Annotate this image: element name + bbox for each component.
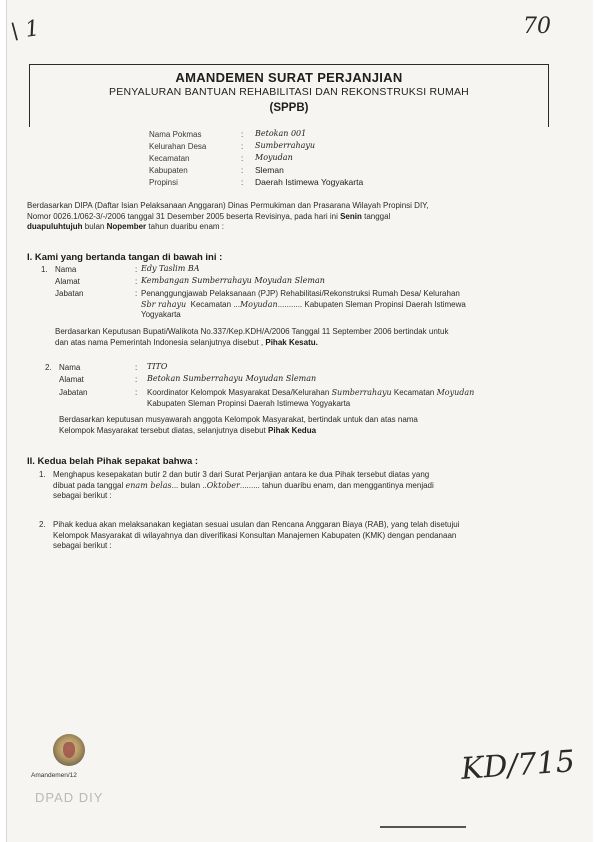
party-1-alamat-value: Kembangan Sumberrahayu Moyudan Sleman [141,276,325,285]
bottom-rule [380,826,466,828]
archive-reference-handwritten: KD/715 [459,744,576,787]
section-2-heading: II. Kedua belah Pihak sepakat bahwa : [27,456,199,467]
item-2-number: 2. [39,520,46,529]
party-1-number: 1. [41,265,48,274]
intro-line-1: Berdasarkan DIPA (Daftar Isian Pelaksanaan Anggaran) Dinas Permukiman dan Prasarana Wilayah Propinsi DIY, [27,201,429,210]
info-value-propinsi: Daerah Istimewa Yogyakarta [255,177,364,187]
colon: : [241,154,244,163]
info-label-kabupaten: Kabupaten [149,166,188,175]
party-2-nama-value: TITO [147,362,168,371]
info-label-kelurahan: Kelurahan Desa [149,142,207,151]
party-2-description: Berdasarkan keputusan musyawarah anggota Kelompok Masyarakat, bertindak untuk dan atas nama Kelompok Masyarakat tersebut diatas, selanjutnya disebut Pihak Kedua [59,415,418,435]
party-1-nama-label: Nama [55,265,77,274]
party-2-jabatan-label: Jabatan [59,388,88,397]
item-2-text: Pihak kedua akan melaksanakan kegiatan sesuai usulan dan Rencana Anggaran Biaya (RAB), yang telah disetujui Kelompok Masyarakat di wilayahnya dan diverifikasi Konsultan Manajemen Kabupaten (KMK) dengan pendanaan sebagai berikut : [53,520,460,550]
colon: : [241,130,244,139]
watermark: DPAD DIY [35,790,104,805]
party-1-jabatan: Penanggungjawab Pelaksanaan (PJP) Rehabilitasi/Rekonstruksi Rumah Desa/ Kelurahan Sbr rahayu Kecamatan ...Moyudan........... Kabupaten Sleman Propinsi Daerah Istimewa Yogyakarta [141,289,466,319]
info-value-kelurahan: Sumberrahayu [255,141,316,150]
header-box [29,64,549,127]
document-code: (SPPB) [269,102,309,114]
colon: : [135,265,138,274]
party-2-jabatan: Koordinator Kelompok Masyarakat Desa/Kelurahan Sumberrahayu Kecamatan Moyudan Kabupaten Sleman Propinsi Daerah Istimewa Yogyakarta [147,388,475,408]
party-1-alamat-label: Alamat [55,277,80,286]
party-1-description: Berdasarkan Keputusan Bupati/Walikota No.337/Kep.KDH/A/2006 Tanggal 11 September 2006 bertindak untuk dan atas nama Pemerintah Indonesia selanjutnya disebut , Pihak Kesatu. [55,327,449,347]
document-page [6,0,593,842]
party-2-number: 2. [45,363,52,372]
intro-line-2: Nomor 0026.1/062-3/-/2006 tanggal 31 Desember 2005 beserta Revisinya, pada hari ini Senin tanggal [27,211,391,221]
page-number-handwritten: 70 [523,14,551,39]
colon: : [241,142,244,151]
colon: : [135,375,138,384]
intro-line-3: duapuluhtujuh bulan Nopember tahun duaribu enam : [27,222,224,231]
item-1-number: 1. [39,470,46,479]
info-label-pokmas: Nama Pokmas [149,130,202,139]
info-label-propinsi: Propinsi [149,178,178,187]
info-value-kecamatan: Moyudan [255,153,293,162]
colon: : [135,388,138,397]
section-1-heading: I. Kami yang bertanda tangan di bawah ini : [27,252,223,263]
party-1-nama-value: Edy Taslim BA [141,264,200,273]
item-1-text: Menghapus kesepakatan butir 2 dan butir 3 dari Surat Perjanjian antara ke dua Pihak tersebut diatas yang dibuat pada tanggal enam belas... bulan ..Oktober......... tahun duaribu enam, dan menggantinya menjadi sebagai berikut : [53,470,434,500]
info-value-pokmas: Betokan 001 [255,129,307,138]
colon: : [135,277,138,286]
party-1-jabatan-label: Jabatan [55,289,84,298]
party-2-nama-label: Nama [59,363,81,372]
colon: : [135,289,138,298]
party-2-alamat-value: Betokan Sumberrahayu Moyudan Sleman [147,374,317,383]
colon: : [135,363,138,372]
document-title: AMANDEMEN SURAT PERJANJIAN [175,70,403,85]
info-value-kabupaten: Sleman [255,165,284,175]
colon: : [241,166,244,175]
info-label-kecamatan: Kecamatan [149,154,190,163]
archive-seal-icon [53,734,85,766]
footer-label: Amandemen/12 [31,772,77,779]
document-subtitle: PENYALURAN BANTUAN REHABILITASI DAN REKONSTRUKSI RUMAH [109,86,469,98]
party-2-alamat-label: Alamat [59,375,84,384]
corner-mark-left: \ 1 [9,16,42,45]
colon: : [241,178,244,187]
intro-paragraph [27,201,567,233]
